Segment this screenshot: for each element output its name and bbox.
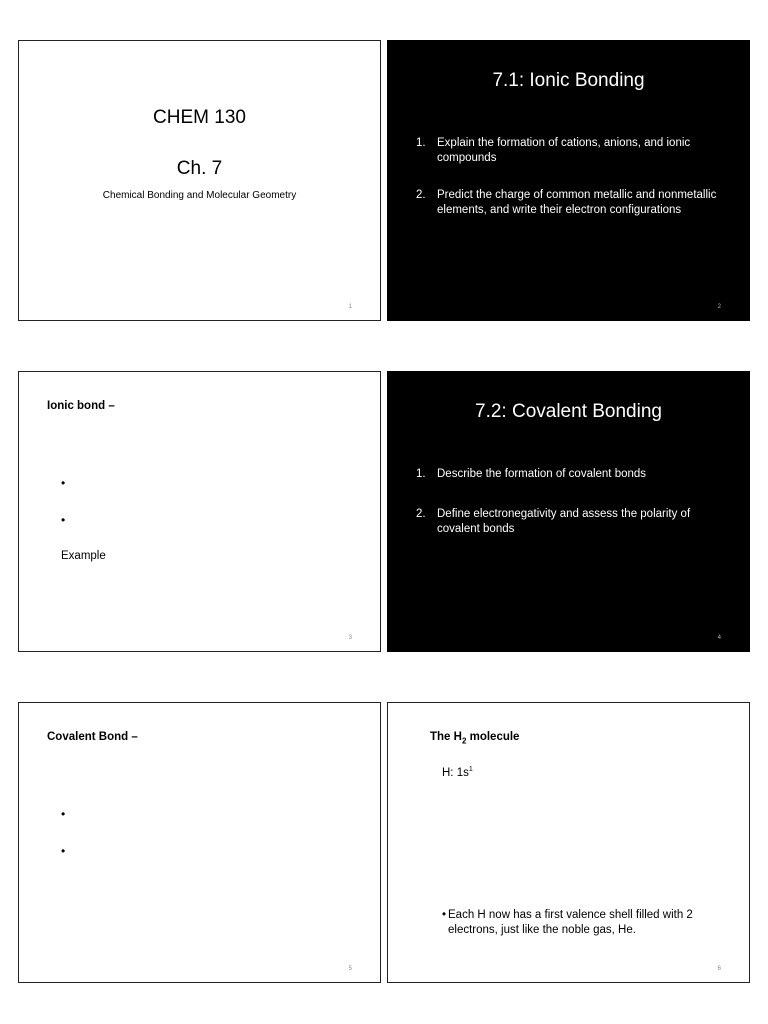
slide-title: 7.1: Ionic Bonding [492,70,645,91]
slide-number: 1 [348,304,352,310]
bullet-point: • [61,844,66,858]
objective-text: Describe the formation of covalent bonds [437,468,647,480]
bullet-point: • [61,807,66,821]
objective-item [416,467,729,482]
slide-number: 5 [348,966,352,972]
electron-configuration [442,766,473,779]
objective-number: 2. [416,189,426,201]
slide-1 [18,40,381,321]
bullet-point: • [61,513,66,527]
slide-number: 4 [717,635,721,641]
slide-number: 3 [348,635,352,641]
bullet-point: • [61,476,66,490]
objective-number: 1. [416,468,426,480]
bullet-point: • [442,909,447,921]
objectives-list [416,467,729,559]
objective-number: 2. [416,508,426,520]
slide-3 [18,371,381,652]
config-base: H: 1s [442,766,469,779]
slide-5 [18,702,381,983]
objective-item [416,188,729,218]
slide-2 [387,40,750,321]
heading-prefix: The H [430,731,462,743]
note-text: Each H now has a first valence shell filled with 2 electrons, just like the noble gas, He. [448,909,693,936]
heading-subscript: 2 [461,736,467,746]
note-bullet [442,908,727,938]
slide-number: 6 [717,966,721,972]
objective-number: 1. [416,137,426,149]
objective-text: Define electronegativity and assess the polarity of covalent bonds [437,508,691,535]
objective-item [416,507,729,537]
objective-item [416,136,729,166]
definition-heading: Covalent Bond – [47,731,138,743]
slide-6 [387,702,750,983]
definition-heading: Ionic bond – [47,400,115,412]
objective-text: Explain the formation of cations, anions, and ionic compounds [437,137,691,164]
objectives-list [416,136,729,240]
course-title: CHEM 130 [153,107,246,128]
heading-suffix: molecule [466,731,520,743]
config-superscript: 1 [468,766,473,773]
chapter-subtitle: Chemical Bonding and Molecular Geometry [102,190,297,201]
objective-text: Predict the charge of common metallic and nonmetallic elements, and write their electron configurations [437,189,717,216]
slide-number: 2 [717,304,721,310]
example-label: Example [61,550,106,562]
chapter-title: Ch. 7 [176,158,223,179]
slide-heading [430,731,519,745]
slide-title: 7.2: Covalent Bonding [475,401,662,422]
slide-4 [387,371,750,652]
